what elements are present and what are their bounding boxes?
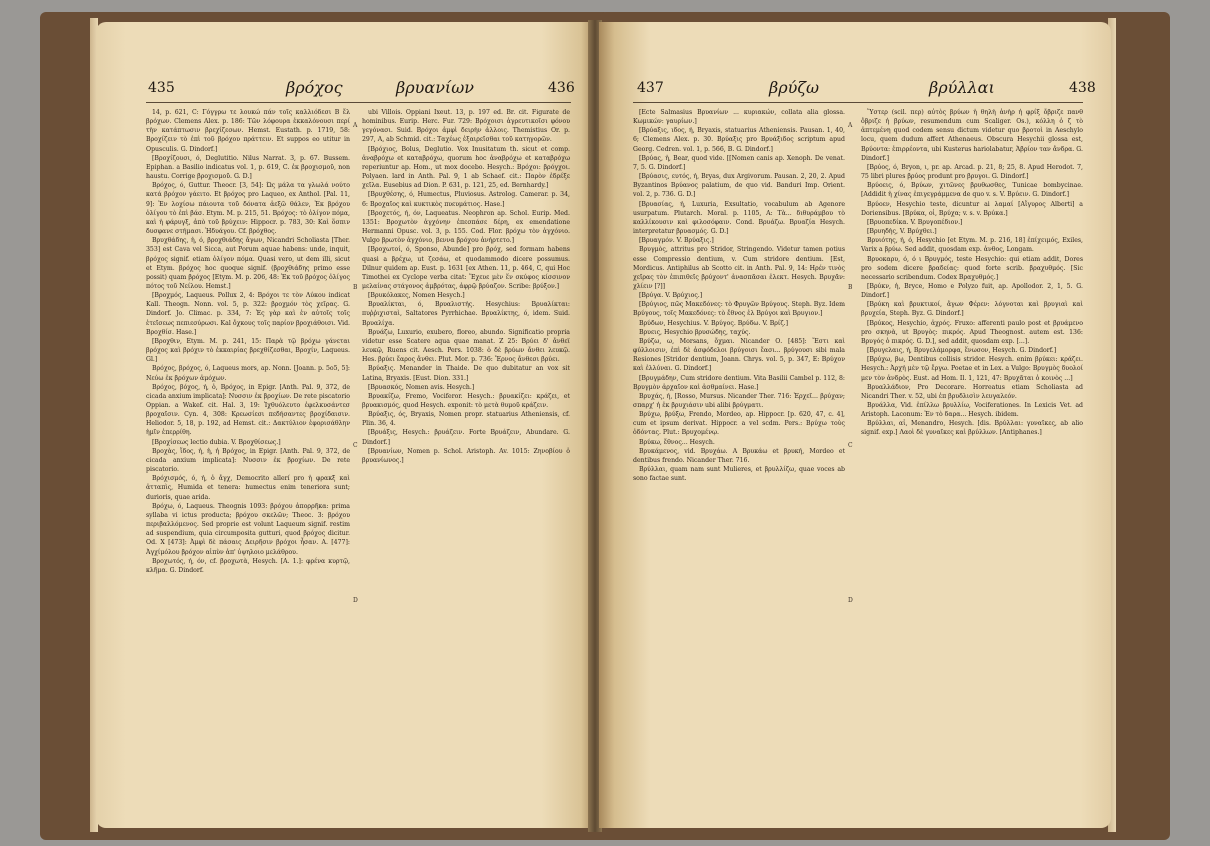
entry: Βρυκάμενος, vid. Βρυχάω. A Βρυκάω et βρυκή, Mordeo et dentibus frendo. Nicander Ther. 716. (633, 447, 845, 464)
entry: [Βροχθιν, Etym. M. p. 241, 15: Παρὰ τῷ βρόχω γάνεται βρόχος καὶ βρόχιν τὸ ἐκκαιρίας βρεχθίζεσθαι, Bροχίν, Laqueus. Gl.] (146, 337, 350, 364)
entry: Βρύζω, ω, Morsans, ὄχμαι. Nicander Ο. [485]: Ἔστι καὶ φύλλοισιν, ἐπὶ δὲ ἀσφόδελοι βρύγοισι ἔασι... βρύγουσι sibi mala Resiones [Stridor dentium, Joann. Chrys. vol. 5, p. 347, E: Βρύχον καὶ ἐλλύναι. G. Dindorf.] (633, 337, 845, 373)
entry: [Βρυάξις, Hesych.: βρυάζειν. Forte Βρυάζειν, Abundare. G. Dindorf.] (362, 429, 570, 446)
right-page-column-a (633, 108, 845, 808)
right-page-header (599, 80, 1111, 102)
entry: Βρύχω, βρύξω, Frendo, Mordeo, ap. Hippocr. [p. 620, 47, c. 4], cum et ipsum derivat. Hippocr. a vel scdm. Pers.: Βρύχω τοὺς ὀδόντας. Plut.: Βρυχομένῳ. (633, 411, 845, 437)
left-page-column-b (362, 108, 570, 808)
left-page-running-head: βρυανίων (396, 78, 474, 97)
entry: [Ecte Salmasius Βρυανίων ... κυριακών, collata alia glossa. Κωμικών: γαυρίων.] (633, 109, 845, 126)
entry: [Βρύας, ἡ, Bear, quod vide. [[Nomen canis ap. Xenoph. De venat. 7, 5. G. Dindorf.] (633, 154, 845, 171)
entry: Βρυοκαρυ, ό, ό ι Βρυγμός, teste Hesychio: qui etiam addit, Dores pro sodem dicere βραδείας: quod forte scrib. βραχυθμός. [Sic necessario scribendum. Codex Βραχυθμός.] (861, 255, 1083, 281)
margin-letter: A (353, 122, 358, 129)
entry: [Βροχίσεως lectio dubia. V. Βροχθίσεως.] (152, 438, 281, 446)
entry: [Βρόχιος, Bolus, Deglutio. Vox Inusitatum th. sicut et comp. ἀναβρόχω et καταβρόχω, quorum hoc ἀναβρόχω et καταβρόχω reperiuntur ap. Hom., ut mox docebo. Hesych.: Βρόχοι: βρόγχοι. Polyaen. lard in Anth. Pal. 9, 1 ab Schaef. cit.: Παρὸν ἐδρέξε χεῖλα. Eusebius ad Dion. P. 631, p. 121, 25, ed. Bernhardy.] (362, 145, 570, 190)
header-rule-right (633, 102, 1083, 103)
entry: Ὕστερ (scil. περ) αὐτὸς βρύων ἡ θηλὴ ἀνὴρ ἡ φρίξ ὄβριζε πανθ ὄβριζε ἡ βρύων, resumendum cum Scaliger. Os.), κόλλη ὁ ζ τὸ ἀπτεμένη quod codem sensu dictum videtur quo βροτοὶ in Aeschylo locu, quem dudum affert Athenaeus. Obscura Hesychii glossa est, Βρύοντα: ἐπιρρέοντα, ubi Kusterus hariolabatur, Ἀβρίον ταν ἄνδρα. G. Dindorf.] (861, 109, 1083, 162)
entry: [Βρυχθέσης, ό, Humectus, Pluviosus. Astrolog. Camerar. p. 34, 6: Βροχαῖος καὶ κυκτικὸς πυευμάτιος. Hase.] (362, 191, 570, 208)
entry: Βρόχος, βρόχος, ό, Laqueus mors, ap. Nonn. [Joann. p. 5o5, 5]: Νεύω ἐκ βρόχων ἀμόχων. (146, 365, 350, 382)
entry: [Βροχωτοί, ό, Sponso, Abunde] pro βρόχ, sed formam habens quasi a βρέχω, ut ζεσάω, et quodammodo dicere possumus. Dilnur quidem ap. Eust. p. 1631 [ex Athen. 11, p. 464, C, qui Hoc Timothei ex Cyclope verba citat: Ἔχευε μὲν ἕν σκύφος κίσσινον μελαίνας στάγονος ἀμβρότας, ἀφρῷ βρύαζον. Scribe: βρύξον.] (362, 246, 570, 290)
right-page-column-b (861, 108, 1083, 808)
left-page-number: 435 (148, 80, 175, 96)
right-page-number-right: 438 (1069, 80, 1096, 96)
right-page-heading: βρύζω (769, 78, 820, 97)
entry: Βρόχος, ό, Guttur. Theocr. [3, 54]: Ώς μάλα τα γλωλά νούτο κατά βρόχον γάειτο. Et βρόχος pro Laqueo, ex Anthol. [Pal. 11, 9]: Ἐν λοχίσω πάιουτα τοῦ δόνατα ἀεξῶ θάλεν, Ἐκ βρόχου ὀλίγου τὸ ἐπὶ βάσ. Etym. M. p. 215, 51. Βρόχος: τὸ ὀλίγον πόμα, καὶ ἡ φάρυγξ, ἀπὸ τοῦ βρύχειν: Hippocr. p. 783, 30: Καὶ ὅσπιν δυσφανε στήμασι. Ἡδυάγου. Cf. βρόχθος. (146, 182, 350, 236)
entry: [Βροχίζουσι, ό, Deglutitio. Nilus Narrat. 3, p. 67. Bussem. Epiphan. a Basilio indicatus vol. 1, p. 619, C. ἐκ βροχισμοῦ, non haustu. Corrige βροχισμοῦ. G. D.] (146, 154, 350, 181)
entry: Βρύοεν, Hesychio teste, dicuntur ai λαμαί [Αἴγυρος Alberti] a Doriensibus. [Βρύκα, οἱ, Βρύχα; v. s. v. Βρύκα.] (861, 200, 1083, 217)
margin-letter: D (848, 597, 853, 604)
entry: Βρυγμὸς, attritus pro Stridor, Stringendo. Videtur tamen potius esse Compressio dentium, v. Cum stridore dentium. [Est, Mordicus. Antiphilus ab Scotto cit. in Anth. Pal. 9, 14: Ηρέν τινὸς χεῖρας τὸν ἐπιπιθεῖς βρύχοντ' ἀνασπᾶσαι ἐλεκτ. Hesych. Βρυχᾶν: χλίειν [?]] (633, 246, 845, 290)
entry: [Βρύκη καὶ βρυκτικοί, ἄγων Φέρεν: λόγνοται καὶ βρυγιαὶ καὶ βρυχεία, Steph. Byz. G. Dindorf.] (861, 301, 1083, 318)
left-page-header (96, 80, 591, 102)
left-page (96, 22, 591, 828)
entry: [Βρυγελαις, ή, Βρυγελάμορφα, ἕνωσον, Hesych. G. Dindorf.] (867, 347, 1057, 355)
right-page-running-head: βρύλλαι (929, 78, 995, 97)
entry: Βρύδων, Hesychius. V. Βρύγος. Βρύδω. V. Βρίζ.] (639, 319, 789, 327)
entry: Βρύλλαι, αἱ, Menandro, Hesych. [dis. Βρύλλαι: γυναῖκες, ab alio signif. exp.] Λαοὶ δὲ γυναῖκες καὶ βρύλλων. [Antiphanes.] (861, 420, 1083, 437)
right-page-number: 437 (637, 80, 664, 96)
entry: [Βρυγμάδην, Cum stridore dentium. Vita Basilii Cambel p. 112, 8: Βρυγμὸν ἀρχαῖον καὶ ἀσθμαίνει. Hase.] (633, 374, 845, 391)
entry: [Βρύκν, ἡ, Bryce, Homo e Polyzo fuit, ap. Apollodor. 2, 1, 5. G. Dindorf.] (861, 282, 1083, 300)
entry: 14, p. 621, C: Γόγγρω τε λουκώ πάν τοῖς καλλιόδεσι Β ἔλ βρόχων. Clemens Alex. p. 186: Τῶν λόφουρα ἐκκαλόνουσι περί τὴν κατάπτωσιν βρεχίζεσων. Hemst. Eustath. p. 1719, 58: Βροχίζειν τὸ ἐπὶ τοῦ βρόχου πράττειν. Et suppos eo utitur in Opusculis. G. Dindorf.] (146, 109, 350, 153)
margin-letter: A (848, 122, 853, 129)
entry: [Βρυηδὴς, V. Βρύχθει.] (867, 228, 937, 236)
entry: [Βρυασίας, ή, Luxuria, Exsultatio, vocabulum ab Agenore usurpatum. Plutarch. Moral. p. 1105, A: Τὰ... διθυράμβου τὸ καλλίκουσιν καὶ φιλοσόφαιν. Cond. Βρυάζω. Βρυαζία Hesych. interpretatur βρυασμός. G. D.] (633, 200, 845, 236)
entry: Βρυαλλάδιον, Pro Decorare. Horreatus etiam Scholiasta ad Nicandri Ther. v. 52, ubi ἐπ βρυδλισὶν λευγαλεόν. (861, 383, 1083, 400)
entry: [Βρύος, ό, Bryon, ι, pr. ap. Arcad. p. 21, 8; 25, 8. Apud Herodot. 7, 75 libri plures βρύος produnt pro βρυγοι. G. Dindorf.] (861, 163, 1083, 181)
entry: Βρυχάς, ή, [Rosso, Mursus. Nicander Ther. 716: Ἐρχεῖ... βρύχαν; σπαρχ' ἡ ἐκ βρυχιάσιν ubi alibi βρύγματι. (633, 392, 845, 409)
entry: Βρύκω, ἔθνος... Hesych. (639, 438, 715, 446)
entry: [Βρυοπεδίκα. V. Βρυγοπέδιον.] (867, 218, 963, 226)
entry: [Βρύαξις, ιδος, ή, Bryaxis, statuarius Atheniensis. Pausan. 1, 40, 6; Clemens Alex. p. 30. Βρύαξις pro Βρυάξιδος scriptum apud Georg. Cedren. vol. 1, p. 566, B. G. Dindorf.] (633, 127, 845, 153)
entry: [Βρυκόλακες, Nomen Hesych.] (368, 292, 465, 300)
entry: [Βρύγα. V. Βρύχιος.] (639, 292, 703, 300)
entry: [Βρύχω, βω, Dentibus collisis stridor. Hesych. enim βρύκει: κράζει. Hesych.: Ἀρχή μὲν τῷ ἔργω. Poetae et in Lex. a Vulgo: Βρυγμὸς δυολοί μεν τὸν ἀνδρὸς. Eust. ad Hom. Il. 1, 121, 47: Βρυχᾶται ὁ κοινὸς ...] (861, 356, 1083, 382)
entry: Βρύοεις, ό, Βρύων, χιτῶνες βρυθωσθες, Tunicae bombycinae. [Addidit ἡ χίνας ἐπιγεγράμμενα de quo v. s. V. Βρύειν. G. Dindorf.] (861, 182, 1083, 199)
entry: Βρυιότης, ή, ό, Hesychio [et Etym. M. p. 216, 18] ἐπίχειμός, Exiles, Varix a βρύω. Sed addit, quosdam exp. ἀνθος, Longam. (861, 237, 1083, 254)
entry: [Βρύκος, Hesychio, ἀχρός. Fruxo: afferenti paulo post et βρυάμενο pro σκηνὰ, ut Βρυγὸς: πικρός. Apud Theognost. autem est. 136: Βρυγός ὁ πικρός. G. D.], sed addit, quosdam exp. [...]. (861, 319, 1083, 345)
entry: Βρύαξις. Menander in Thaide. De quo dubitatur an vox sit Latina, Bryaxis. [Eust. Dion. 331.] (362, 365, 570, 382)
margin-letter: C (353, 442, 358, 449)
header-rule-left (146, 102, 571, 103)
open-book (40, 10, 1170, 840)
entry: [Βροχμός, Laqueus. Pollux 2, 4: Βρόχοι τε τὸν Λύκου indicat Kall. Theogn. Nonn. vol. 5, p. 322: βροχμόν τὸς χεῖρας. G. Dindorf. Jo. Climac. p. 334, 7: Ἐς γὰρ καὶ ἐν αὐτοῖς τοῖς ἐτεῖσεως πεπιεσύρωσι. Kal ὄχκους τοῖς παρίον βροχιάθοισι. Vid. Βροχθίσ. Hase.] (146, 292, 350, 336)
entry: Βροχὰς, ἴδος, ἡ, ἡ, ἡ Βρόχος, in Epigr. [Anth. Pal. 9, 372, de cicada anxium implicata]: Νυσσιν ἐκ βροχίων. De rete piscatorio. (146, 447, 350, 474)
entry: Βρυακίζω, Fremo, Vociferor. Hesych.: βρυακίζει: κράζει, et βρυακισμός, quod Hesych. exponit: τὸ μετὰ θυμοῦ κράζειν. (362, 392, 570, 409)
margin-letter: B (353, 284, 358, 291)
margin-letter: D (353, 597, 358, 604)
entry: [Βρυανίων, Nomen p. Schol. Aristoph. Av. 1015: Ζηνοβίου ὁ βρυανίωνος.] (362, 447, 570, 464)
entry: Βρύλλαι, quam nam sunt Mulieres, et βρυλλίζω, quae voces ab sono factae sunt. (633, 466, 845, 483)
left-page-heading: βρόχος (286, 78, 343, 97)
margin-letter: C (848, 442, 853, 449)
entry: Βρυχθάδης, ἡ, ό, βροχθιάδης ἄγων, Nicandri Scholiasta [Ther. 353] est Cava vel Sicca, aut Porum aquae habens: unde, inquit, βρόχος signif. etiam ὀλίγον πόμα. Quasi vero, ut dem illi, sicut et Etym. βρόχος hoc quoque signif. (βροχθιάδης primo esse possit) quam βρόχος [Etym. M. p. 206, 48: Ἐκ τοῦ βρόχος ὀλίγος πότος τοῦ Νείλου. Hemst.] (146, 237, 350, 290)
margin-letter: B (848, 284, 853, 291)
entry: ubi Villois. Oppiani Ixeut. 13, p. 197 ed. Br. cit. Figurate de hominibus. Eurip. Herc. Fur. 729: Βρόχοισι ἀγρευτικοῖσι φόνου γεγόνασι. Suid. Βρόχοι ἀμφὶ δειρὴν ἀλλοις. Themistius Or. p. 297, A, ab Schmid. cit.: Ταχέως ἐξαιρεῖσθαι τοῦ κατηγορῶν. (362, 109, 570, 144)
entry: Βρόχω, ό, Laqueus. Theognis 1093: βρόχου ἀπορρῆκα: prima syllaba vi ictus producta; βρόχου σκελῶν; Theoc. 3: βρόχου περιβαλλόμενος. Sed proprie est volunt Laqueum signif. restim ad suspendium, quia circumposita gutturi, quod βρόχος dicitur. Od. X [473]: Ἀμφὶ δὲ πάσαις Δειρῆσιν βρόχοι ἦσαν. A. [477]: Ἀγχίμόλου βρόχον αἰπὺν ἀπ' ὑψηλοιο μελάθρου. (146, 502, 350, 556)
entry: Βρυάλλα, Vid. ἐπίλλω βρυλλίω, Vociferationes. In Lexicis Vet. ad Aristoph. Laconum: Ἐν τὸ δαρα... Hesych. ibidem. (861, 402, 1083, 419)
left-page-column-a (146, 108, 350, 808)
entry: Βροχωτός, ή, όν, cf. βροχωτὰ, Hesych. [A. 1.]: φρένα κυρτῷ, κλῆμα. G. Dindorf. (146, 557, 350, 574)
entry: Βρυεις, Hesychio βρυσώδης, ταχύς. (639, 328, 751, 336)
entry: Βρύαξις, ός, Bryaxis, Nomen propr. statuarius Atheniensis, cf. Plin. 36, 4. (362, 411, 570, 428)
entry: [Βροχετός, ή, όν, Laqueatus. Neophron ap. Schol. Eurip. Med. 1351: Βροχωτὸν ἀγχόνην ἐπεσπάσε δέρη, ex emendatione Hermanni Opusc. vol. 3, p. 155. Cod. Flor. βρόχω τὸν ἀγχόνιο. Vulgo βρωτὸν ἀγχόνιο, βεννα βρόχου ἀνήρτετο.] (362, 209, 570, 245)
entry: Βρόχος, βόχος, ή, ὁ, Βρόχος, in Epigr. [Anth. Pal. 9, 372, de cicada anxium implicata]: Νυσσιν ἐκ βροχίων. De rete piscatorio Oppian. a Wakef. cit. Hal. 3, 19: Ἰχθυόλευτο ἐφελκυσάντεσ βροχαῖσιν. Cyn. 4, 308: Κρεωσίεσι πεδήσαντες βροχίδαισιν. Heliodor. 5, 18, p. 192, ad Hemst. cit.: Δακτύλιον ἐφορισάθλην ἡμῖν ἐπερρίθη. (146, 383, 350, 437)
right-page (599, 22, 1111, 828)
entry: [Βρυαγμόν. V. Βρύαξις.] (639, 237, 714, 245)
entry: [Βρύγιος, πῶς Μακεδόνες: τὸ Φρυγῶν Βρύγους. Steph. Byz. Idem Βρύγους, τοῖς Μακεδόνες: τὸ ἔθνος ἐλ Βρύγοι καὶ Βρυγιον.] (633, 301, 845, 318)
entry: Βρυαλίκται, ό, Βρυαλιστής. Hesychius: Βρυαλίκται: πυῤῥιχισταὶ, Saltatores Pyrrhichae. Βρυαλίκτης, ό, idem. Suid. Βρυαλίχα. (362, 301, 570, 327)
left-page-number-right: 436 (548, 80, 575, 96)
entry: Βρυάζω, Luxurio, exubero, floreo, abundo. Significatio propria videtur esse Scatere aqua quae manat. Ζ 25: Βρύει δ' ἄνθεϊ λευκῷ, Ruens cit. Aesch. Pers. 1038: ὁ δὲ βρύων ἄνθει λευκῷ. Hes. βρύει ἔαρος ἄνθει. Plut. Mor. p. 736: Ἔρνος ἄνθεσι βρύει. (362, 328, 570, 364)
entry: [Βρύασις, ευτός, ή, Bryas, dux Argivorum. Pausan. 2, 20, 2. Apud Byzantinos Βρύανος palatium, de quo vid. Banduri Imp. Orient. vol. 2, p. 736. G. D.] (633, 173, 845, 199)
entry: [Βρυασκός, Nomen avis. Hesych.] (368, 383, 475, 391)
entry: Βρόχισμός, ό, ή, ὁ ἄγχ, Democrito allerí pro ἡ φρακξ καὶ ἀτταπὶς, Humida et tenera: humectus enim teneriora sunt; durioris, quae arida. (146, 475, 350, 501)
